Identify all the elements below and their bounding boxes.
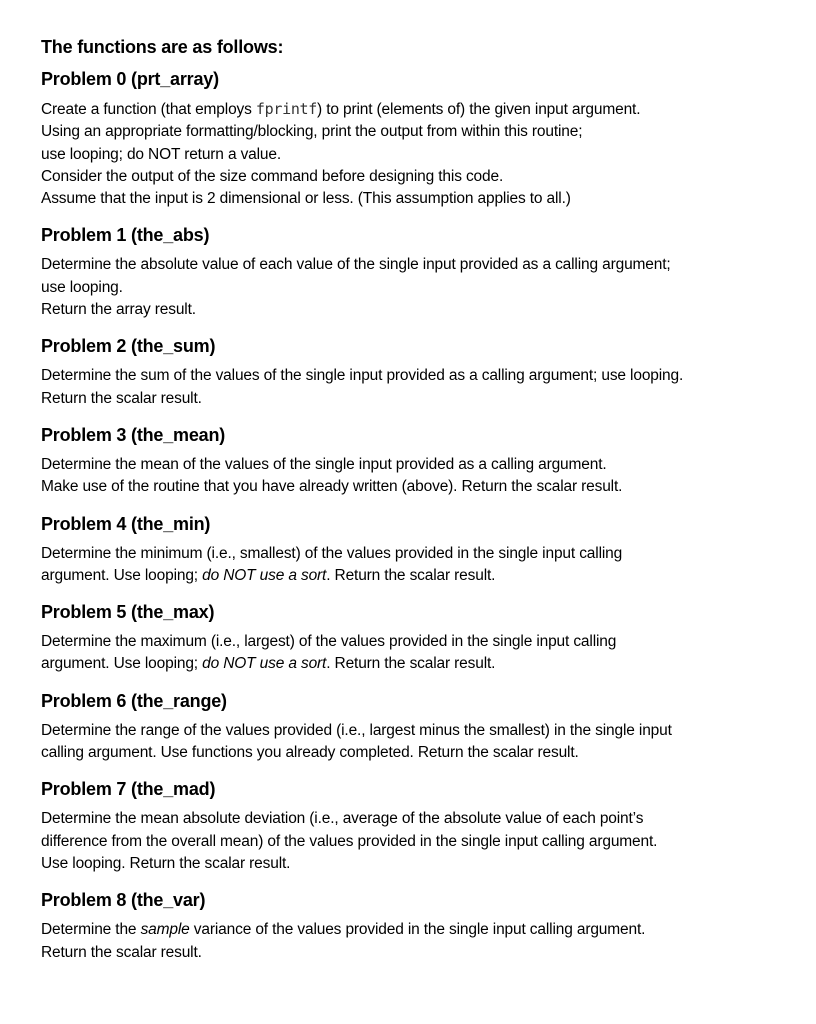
problem-title: Problem 5 (the_max) xyxy=(41,602,215,623)
document-heading: The functions are as follows: xyxy=(41,37,284,57)
problem-title: Problem 1 (the_abs) xyxy=(41,225,210,246)
text-run: Determine the mean absolute deviation (i.e., average of the absolute value of each point’s xyxy=(41,810,644,828)
description-line xyxy=(41,919,791,941)
problem-description xyxy=(41,919,791,964)
text-run: use looping. xyxy=(41,278,123,296)
text-run: Determine the range of the values provided (i.e., largest minus the smallest) in the single input xyxy=(41,721,672,739)
text-run: . Return the scalar result. xyxy=(326,566,496,584)
description-line xyxy=(41,454,791,476)
problem-title: Problem 3 (the_mean) xyxy=(41,424,226,445)
problem-description xyxy=(41,365,791,410)
text-run: Determine the absolute value of each value of the single input provided as a calling argument; xyxy=(41,256,671,274)
text-run: Make use of the routine that you have already written (above). Return the scalar result. xyxy=(41,478,623,496)
text-run: Use looping. Return the scalar result. xyxy=(41,854,291,872)
text-run: Return the array result. xyxy=(41,301,196,319)
description-line xyxy=(41,853,791,875)
problem-title: Problem 8 (the_var) xyxy=(41,890,206,911)
description-line xyxy=(41,476,791,498)
text-run: argument. Use looping; xyxy=(41,655,203,673)
problem-description xyxy=(41,454,791,499)
problem-list xyxy=(41,66,791,964)
text-run: Determine the sum of the values of the single input provided as a calling argument; use looping. xyxy=(41,367,684,385)
problem-title: Problem 7 (the_mad) xyxy=(41,779,216,800)
description-line xyxy=(41,565,791,587)
text-run: Determine the maximum (i.e., largest) of the values provided in the single input calling xyxy=(41,633,617,651)
text-run: use looping; do NOT return a value. xyxy=(41,145,282,163)
text-run: . Return the scalar result. xyxy=(326,655,496,673)
problem-description xyxy=(41,98,791,210)
document xyxy=(41,34,791,976)
problem-section xyxy=(41,688,791,765)
text-run: ) to print (elements of) the given input argument. xyxy=(317,101,641,118)
description-line xyxy=(41,388,791,410)
description-line xyxy=(41,742,791,764)
problem-section xyxy=(41,887,791,964)
emphasis-text: sample xyxy=(140,921,190,939)
description-line xyxy=(41,277,791,299)
problem-section xyxy=(41,333,791,410)
problem-section xyxy=(41,66,791,210)
text-run: Assume that the input is 2 dimensional or less. (This assumption applies to all.) xyxy=(41,190,571,208)
text-run: argument. Use looping; xyxy=(41,566,203,584)
text-run: Using an appropriate formatting/blocking, print the output from within this routine; xyxy=(41,123,583,141)
text-run: difference from the overall mean) of the values provided in the single input calling argument. xyxy=(41,832,658,850)
problem-section xyxy=(41,599,791,676)
text-run: Determine the xyxy=(41,921,141,939)
text-run: Determine the mean of the values of the single input provided as a calling argument. xyxy=(41,455,607,473)
description-line xyxy=(41,653,791,675)
inline-code: fprintf xyxy=(255,100,318,118)
problem-description xyxy=(41,631,791,676)
text-run: Consider the output of the size command before designing this code. xyxy=(41,167,504,185)
problem-description xyxy=(41,808,791,875)
problem-title: Problem 0 (prt_array) xyxy=(41,69,219,89)
problem-description xyxy=(41,543,791,588)
description-line xyxy=(41,631,791,653)
problem-section xyxy=(41,776,791,875)
description-line xyxy=(41,299,791,321)
emphasis-text: do NOT use a sort xyxy=(202,655,327,673)
description-line xyxy=(41,98,791,121)
problem-title: Problem 6 (the_range) xyxy=(41,690,227,711)
problem-section xyxy=(41,511,791,588)
problem-title: Problem 4 (the_min) xyxy=(41,513,211,534)
text-run: variance of the values provided in the single input calling argument. xyxy=(189,921,646,939)
description-line xyxy=(41,808,791,830)
description-line xyxy=(41,166,791,188)
text-run: Return the scalar result. xyxy=(41,943,202,961)
description-line xyxy=(41,720,791,742)
description-line xyxy=(41,254,791,276)
emphasis-text: do NOT use a sort xyxy=(202,566,327,584)
description-line xyxy=(41,543,791,565)
problem-description xyxy=(41,254,791,321)
problem-section xyxy=(41,222,791,321)
text-run: calling argument. Use functions you already completed. Return the scalar result. xyxy=(41,744,579,762)
description-line xyxy=(41,365,791,387)
text-run: Determine the minimum (i.e., smallest) of the values provided in the single input calling xyxy=(41,544,623,562)
description-line xyxy=(41,831,791,853)
description-line xyxy=(41,942,791,964)
description-line xyxy=(41,144,791,166)
problem-section xyxy=(41,422,791,499)
description-line xyxy=(41,121,791,143)
text-run: Create a function (that employs xyxy=(41,101,256,118)
text-run: Return the scalar result. xyxy=(41,389,202,407)
problem-title: Problem 2 (the_sum) xyxy=(41,336,216,357)
description-line xyxy=(41,188,791,210)
problem-description xyxy=(41,720,791,765)
